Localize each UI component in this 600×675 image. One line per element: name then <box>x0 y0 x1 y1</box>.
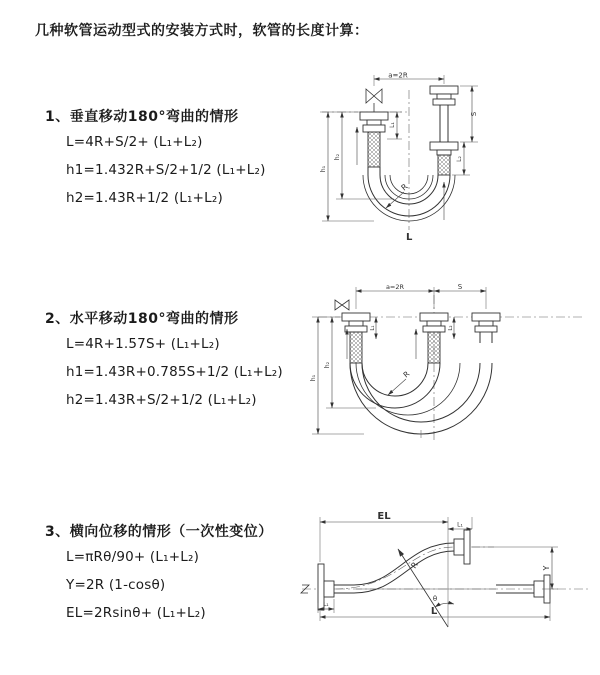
dim-h1-label: h₁ <box>310 374 317 382</box>
dim-L2 <box>448 317 454 339</box>
radius-label: R <box>401 369 412 380</box>
section-2-formula-h1: h1=1.43R+0.785S+1/2 (L₁+L₂) <box>66 364 283 380</box>
dim-h2-label: h₂ <box>324 361 331 369</box>
section-2-heading: 2、水平移动180°弯曲的情形 <box>45 311 239 327</box>
dim-a-2R <box>374 72 444 86</box>
original-position-pipe <box>356 575 550 603</box>
right-hose-end-fitting <box>430 86 458 175</box>
dim-a-2R <box>356 283 486 309</box>
radius-leader <box>388 369 411 395</box>
section-1-formula-h1: h1=1.432R+S/2+1/2 (L₁+L₂) <box>66 162 266 178</box>
fixed-end-fitting <box>342 313 370 363</box>
page-title: 几种软管运动型式的安装方式时，软管的长度计算： <box>35 23 369 39</box>
left-hose-end-fitting <box>360 112 388 167</box>
dim-L-label: L <box>430 606 438 617</box>
valve-icon <box>366 89 382 112</box>
dim-L1-top-label: L₁ <box>457 521 463 529</box>
dim-EL-label: EL <box>377 511 391 522</box>
section-2-formula-h2: h2=1.43R+S/2+1/2 (L₁+L₂) <box>66 392 257 408</box>
valve-icon <box>335 300 349 310</box>
dim-S-label: S <box>457 283 463 291</box>
section-3-formula-L: L=πRθ/90+ (L₁+L₂) <box>66 549 200 565</box>
dim-L1-left-label: L₁ <box>389 122 396 128</box>
moving-end-fitting-displaced <box>472 313 500 343</box>
dim-L1 <box>370 317 376 339</box>
section-1-heading: 1、垂直移动180°弯曲的情形 <box>45 109 239 125</box>
section-3-formula-EL: EL=2Rsinθ+ (L₁+L₂) <box>66 605 206 621</box>
section-3-heading: 3、横向位移的情形（一次性变位） <box>45 524 273 540</box>
dim-L2-label: L₂ <box>448 325 454 331</box>
dim-L1-label: L₁ <box>370 325 376 331</box>
bottom-center-tick <box>417 430 425 438</box>
dim-a-2R-label: a=2R <box>385 283 405 291</box>
dim-theta-label: θ <box>432 595 438 603</box>
section-1-formula-L: L=4R+S/2+ (L₁+L₂) <box>66 134 203 150</box>
length-label: L <box>406 232 413 243</box>
radius-label: R <box>399 182 410 193</box>
section-1-formula-h2: h2=1.43R+1/2 (L₁+L₂) <box>66 190 223 206</box>
radius-label: R <box>409 560 420 571</box>
dim-a-2R-label: a=2R <box>388 72 408 80</box>
diagram-horizontal-180-bend <box>306 281 598 453</box>
dim-S <box>434 283 486 291</box>
dim-L1-left-label: L₁ <box>323 602 329 608</box>
dim-Y-label: Y <box>542 565 551 571</box>
dim-S-label: S <box>470 111 478 117</box>
section-3-formula-Y: Y=2R (1-cosθ) <box>66 577 166 593</box>
diagram-lateral-displacement <box>296 505 598 657</box>
dim-L2-label: L₂ <box>456 156 463 162</box>
hose-u-bends <box>350 363 492 434</box>
moving-end-fitting-start <box>420 313 448 363</box>
hose-s-curve <box>334 543 454 593</box>
dim-L1-left <box>387 112 402 139</box>
dim-h2-label: h₂ <box>334 153 341 161</box>
dim-h1-label: h₁ <box>320 165 327 173</box>
dim-S-right <box>460 86 478 142</box>
upper-flange <box>454 530 470 564</box>
diagram-vertical-180-bend <box>312 72 597 264</box>
dim-EL <box>320 511 448 627</box>
section-2-formula-L: L=4R+1.57S+ (L₁+L₂) <box>66 336 220 352</box>
dim-L1-top <box>448 517 472 529</box>
